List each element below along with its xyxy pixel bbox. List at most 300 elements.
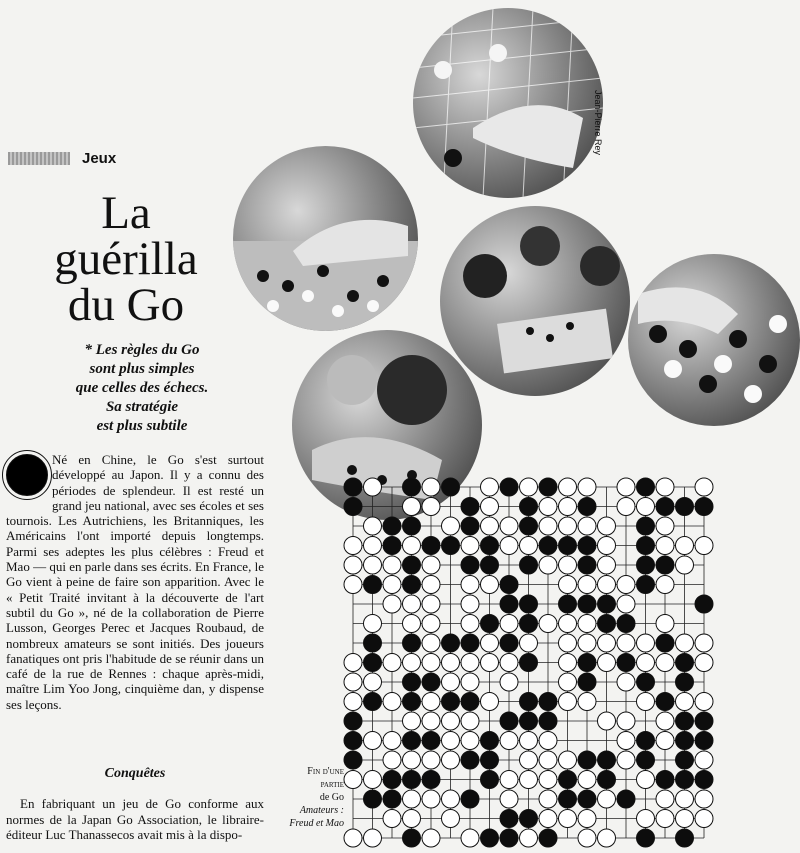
black-stone	[403, 829, 421, 847]
white-stone	[403, 751, 421, 769]
white-stone	[461, 654, 479, 672]
black-stone	[500, 810, 518, 828]
black-stone	[383, 537, 401, 555]
white-stone	[403, 654, 421, 672]
white-stone	[539, 556, 557, 574]
subhead-line: sont plus simples	[89, 361, 195, 377]
white-stone	[559, 751, 577, 769]
article-column	[6, 452, 264, 712]
black-stone	[500, 478, 518, 496]
black-stone	[676, 654, 694, 672]
white-stone	[383, 595, 401, 613]
white-stone	[617, 595, 635, 613]
white-stone	[403, 810, 421, 828]
black-stone	[617, 654, 635, 672]
white-stone	[422, 556, 440, 574]
white-stone	[559, 810, 577, 828]
black-stone	[403, 517, 421, 535]
black-stone	[364, 576, 382, 594]
white-stone	[422, 498, 440, 516]
black-stone	[539, 478, 557, 496]
white-stone	[442, 732, 460, 750]
white-stone	[676, 634, 694, 652]
white-stone	[461, 829, 479, 847]
black-stone	[383, 517, 401, 535]
black-stone	[676, 712, 694, 730]
caption-line: Fin d'une	[307, 766, 344, 777]
white-stone	[520, 478, 538, 496]
white-stone	[520, 634, 538, 652]
black-stone	[637, 517, 655, 535]
black-stone	[481, 556, 499, 574]
white-stone	[442, 751, 460, 769]
white-stone	[344, 556, 362, 574]
black-stone	[637, 732, 655, 750]
white-stone	[442, 654, 460, 672]
article-paragraph: Né en Chine, le Go s'est surtout développé au Japon. Il y a connu des périodes de splendeur. Il est resté un grand jeu national, avec ses écoles et ses tournois. Les Autrichiens, les Britanniques, les Américains l'ont importé depuis longtemps. Parmi ses adeptes les plus célèbres : Freud et Mao — qui en parle dans ses écrits. En France, le Go vient à peine de faire son apparition. Avec le « Petit Traité invitant à la découverte de l'art subtil du Go », né de la collaboration de Pierre Lusson, Georges Perec et Jacques Roubaud, de nombreux amateurs se sont initiés. Des joueurs fanatiques ont pris l'habitude de se réunir dans un café de la rue de Rennes : chaque après-midi, maître Lim Yoo Jong, cinquième dan, y dispense ses leçons.	[6, 452, 264, 712]
black-stone	[403, 771, 421, 789]
black-stone	[344, 498, 362, 516]
subhead-line: * Les règles du Go	[84, 342, 200, 358]
black-stone	[461, 517, 479, 535]
photo-players-board-left	[233, 146, 418, 331]
caption-line: de Go	[319, 792, 344, 803]
white-stone	[617, 576, 635, 594]
black-stone	[539, 537, 557, 555]
white-stone	[422, 634, 440, 652]
white-stone	[598, 654, 616, 672]
black-stone	[403, 634, 421, 652]
white-stone	[481, 693, 499, 711]
white-stone	[422, 829, 440, 847]
white-stone	[500, 654, 518, 672]
black-stone	[461, 693, 479, 711]
black-stone	[539, 712, 557, 730]
white-stone	[559, 615, 577, 633]
white-stone	[364, 537, 382, 555]
white-stone	[383, 654, 401, 672]
black-stone	[637, 673, 655, 691]
black-stone	[598, 751, 616, 769]
article-paragraph-2: En fabriquant un jeu de Go conforme aux normes de la Japan Go Association, le libraire-éditeur Luc Thanassecos avait mis à la dispo-	[6, 796, 264, 842]
white-stone	[461, 615, 479, 633]
white-stone	[695, 537, 713, 555]
black-stone	[578, 556, 596, 574]
black-stone	[481, 771, 499, 789]
black-stone	[559, 771, 577, 789]
black-stone	[598, 771, 616, 789]
white-stone	[461, 673, 479, 691]
white-stone	[637, 810, 655, 828]
black-stone	[578, 595, 596, 613]
white-stone	[695, 693, 713, 711]
black-stone	[520, 654, 538, 672]
white-stone	[364, 615, 382, 633]
white-stone	[559, 576, 577, 594]
white-stone	[598, 556, 616, 574]
white-stone	[383, 693, 401, 711]
black-stone	[578, 673, 596, 691]
black-stone	[364, 790, 382, 808]
black-stone	[500, 712, 518, 730]
rubric	[8, 150, 116, 167]
black-stone	[637, 537, 655, 555]
white-stone	[598, 517, 616, 535]
white-stone	[559, 517, 577, 535]
black-stone	[442, 693, 460, 711]
black-stone	[637, 829, 655, 847]
caption-line: Amateurs :	[299, 805, 344, 816]
black-stone	[578, 751, 596, 769]
black-stone	[344, 751, 362, 769]
white-stone	[403, 537, 421, 555]
white-stone	[617, 498, 635, 516]
black-stone	[364, 654, 382, 672]
black-stone	[344, 712, 362, 730]
white-stone	[442, 810, 460, 828]
subhead-line: Sa stratégie	[105, 399, 179, 415]
white-stone	[383, 576, 401, 594]
white-stone	[578, 517, 596, 535]
white-stone	[656, 654, 674, 672]
black-stone	[676, 829, 694, 847]
white-stone	[539, 810, 557, 828]
subheadline	[22, 341, 262, 436]
caption-line: partie	[320, 779, 344, 790]
white-stone	[500, 790, 518, 808]
go-board-diagram	[343, 477, 719, 853]
white-stone	[559, 556, 577, 574]
section-title: Conquêtes	[104, 766, 166, 781]
black-stone	[481, 537, 499, 555]
white-stone	[403, 615, 421, 633]
white-stone	[520, 537, 538, 555]
black-stone	[500, 634, 518, 652]
white-stone	[637, 771, 655, 789]
white-stone	[364, 556, 382, 574]
black-stone	[578, 537, 596, 555]
white-stone	[344, 537, 362, 555]
black-stone	[500, 576, 518, 594]
black-stone	[422, 771, 440, 789]
black-stone	[520, 810, 538, 828]
white-stone	[656, 810, 674, 828]
white-stone	[403, 712, 421, 730]
black-stone	[520, 615, 538, 633]
subhead-line: que celles des échecs.	[75, 380, 209, 396]
white-stone	[617, 634, 635, 652]
black-stone	[676, 771, 694, 789]
black-stone	[442, 634, 460, 652]
black-stone	[539, 693, 557, 711]
black-stone	[637, 478, 655, 496]
black-stone	[461, 556, 479, 574]
white-stone	[520, 732, 538, 750]
white-stone	[481, 498, 499, 516]
white-stone	[364, 771, 382, 789]
white-stone	[539, 615, 557, 633]
black-stone	[695, 712, 713, 730]
white-stone	[403, 790, 421, 808]
black-stone	[656, 693, 674, 711]
white-stone	[422, 595, 440, 613]
white-stone	[520, 771, 538, 789]
white-stone	[344, 654, 362, 672]
rubric-label: Jeux	[82, 150, 117, 167]
white-stone	[422, 693, 440, 711]
black-stone	[637, 556, 655, 574]
white-stone	[617, 712, 635, 730]
headline-line: guérilla	[54, 233, 198, 285]
white-stone	[539, 771, 557, 789]
black-stone	[578, 790, 596, 808]
black-stone	[695, 595, 713, 613]
black-stone	[520, 498, 538, 516]
white-stone	[364, 829, 382, 847]
black-stone	[520, 712, 538, 730]
white-stone	[637, 634, 655, 652]
black-stone	[344, 478, 362, 496]
black-stone	[344, 732, 362, 750]
photo-board-closeup-right	[628, 254, 800, 426]
black-stone	[656, 498, 674, 516]
black-stone	[559, 790, 577, 808]
white-stone	[617, 673, 635, 691]
white-stone	[442, 517, 460, 535]
black-stone	[461, 498, 479, 516]
black-stone	[364, 693, 382, 711]
white-stone	[500, 771, 518, 789]
white-stone	[695, 790, 713, 808]
black-stone	[422, 732, 440, 750]
black-stone	[481, 732, 499, 750]
black-stone	[481, 751, 499, 769]
white-stone	[383, 810, 401, 828]
white-stone	[656, 615, 674, 633]
white-stone	[422, 615, 440, 633]
white-stone	[695, 478, 713, 496]
black-stone	[442, 478, 460, 496]
white-stone	[461, 576, 479, 594]
white-stone	[559, 654, 577, 672]
black-stone	[656, 556, 674, 574]
black-stone	[637, 576, 655, 594]
black-stone	[403, 576, 421, 594]
black-stone	[520, 517, 538, 535]
white-stone	[656, 576, 674, 594]
white-stone	[559, 478, 577, 496]
black-stone	[500, 595, 518, 613]
black-stone	[403, 673, 421, 691]
black-stone	[559, 537, 577, 555]
white-stone	[481, 576, 499, 594]
white-stone	[598, 576, 616, 594]
white-stone	[656, 537, 674, 555]
white-stone	[344, 693, 362, 711]
black-stone	[481, 829, 499, 847]
black-stone	[656, 771, 674, 789]
white-stone	[461, 537, 479, 555]
white-stone	[559, 498, 577, 516]
white-stone	[422, 712, 440, 730]
white-stone	[422, 576, 440, 594]
black-stone	[422, 673, 440, 691]
white-stone	[598, 829, 616, 847]
white-stone	[442, 673, 460, 691]
black-stone	[520, 556, 538, 574]
black-stone	[520, 693, 538, 711]
white-stone	[617, 732, 635, 750]
white-stone	[578, 810, 596, 828]
white-stone	[676, 810, 694, 828]
black-stone	[461, 790, 479, 808]
black-stone	[383, 771, 401, 789]
white-stone	[520, 751, 538, 769]
white-stone	[500, 615, 518, 633]
white-stone	[617, 478, 635, 496]
white-stone	[559, 634, 577, 652]
white-stone	[383, 556, 401, 574]
white-stone	[598, 712, 616, 730]
white-stone	[637, 693, 655, 711]
white-stone	[578, 478, 596, 496]
white-stone	[422, 790, 440, 808]
black-stone	[481, 615, 499, 633]
black-stone	[461, 634, 479, 652]
white-stone	[539, 517, 557, 535]
white-stone	[695, 751, 713, 769]
black-stone	[364, 634, 382, 652]
white-stone	[676, 537, 694, 555]
black-stone	[676, 673, 694, 691]
white-stone	[539, 751, 557, 769]
white-stone	[500, 537, 518, 555]
black-stone	[500, 829, 518, 847]
black-stone	[383, 790, 401, 808]
white-stone	[461, 732, 479, 750]
white-stone	[695, 810, 713, 828]
white-stone	[344, 673, 362, 691]
white-stone	[383, 751, 401, 769]
white-stone	[481, 654, 499, 672]
white-stone	[344, 771, 362, 789]
white-stone	[617, 751, 635, 769]
black-stone	[403, 693, 421, 711]
white-stone	[403, 498, 421, 516]
photo-credit: Jean-Pierre Rey	[593, 90, 603, 156]
white-stone	[656, 732, 674, 750]
black-stone	[695, 771, 713, 789]
white-stone	[656, 478, 674, 496]
white-stone	[695, 634, 713, 652]
black-stone	[617, 790, 635, 808]
white-stone	[520, 829, 538, 847]
headline	[46, 187, 206, 331]
white-stone	[344, 829, 362, 847]
white-stone	[578, 576, 596, 594]
white-stone	[364, 478, 382, 496]
white-stone	[637, 654, 655, 672]
white-stone	[578, 615, 596, 633]
white-stone	[442, 712, 460, 730]
black-stone	[598, 615, 616, 633]
black-stone	[656, 634, 674, 652]
black-stone	[676, 751, 694, 769]
white-stone	[403, 595, 421, 613]
white-stone	[559, 693, 577, 711]
black-stone	[695, 732, 713, 750]
white-stone	[481, 478, 499, 496]
black-stone	[403, 732, 421, 750]
black-stone	[695, 498, 713, 516]
black-stone	[461, 751, 479, 769]
white-stone	[500, 517, 518, 535]
caption-line: Freud et Mao	[289, 818, 344, 829]
white-stone	[442, 790, 460, 808]
rubric-bar	[8, 152, 70, 165]
black-stone	[637, 751, 655, 769]
white-stone	[656, 712, 674, 730]
black-stone	[539, 829, 557, 847]
white-stone	[364, 517, 382, 535]
white-stone	[461, 595, 479, 613]
white-stone	[422, 751, 440, 769]
headline-line: du Go	[67, 279, 185, 331]
white-stone	[578, 829, 596, 847]
white-stone	[344, 576, 362, 594]
white-stone	[500, 732, 518, 750]
white-stone	[481, 634, 499, 652]
white-stone	[695, 654, 713, 672]
white-stone	[598, 634, 616, 652]
subhead-line: est plus subtile	[96, 418, 188, 434]
white-stone	[598, 790, 616, 808]
white-stone	[676, 790, 694, 808]
black-stone	[520, 595, 538, 613]
white-stone	[364, 673, 382, 691]
white-stone	[598, 537, 616, 555]
white-stone	[422, 478, 440, 496]
white-stone	[422, 654, 440, 672]
white-stone	[500, 673, 518, 691]
black-stone	[578, 654, 596, 672]
white-stone	[578, 771, 596, 789]
board-caption	[268, 765, 344, 830]
photo-hand-board-top	[413, 8, 603, 198]
white-stone	[559, 673, 577, 691]
white-stone	[539, 790, 557, 808]
black-stone	[598, 595, 616, 613]
black-stone	[676, 732, 694, 750]
white-stone	[383, 732, 401, 750]
black-stone	[578, 498, 596, 516]
white-stone	[461, 712, 479, 730]
black-stone	[559, 595, 577, 613]
headline-line: La	[101, 187, 151, 239]
white-stone	[539, 732, 557, 750]
black-stone	[676, 498, 694, 516]
black-stone	[442, 537, 460, 555]
white-stone	[578, 634, 596, 652]
white-stone	[676, 556, 694, 574]
black-stone	[403, 478, 421, 496]
white-stone	[539, 498, 557, 516]
white-stone	[676, 693, 694, 711]
black-stone	[403, 556, 421, 574]
black-stone	[617, 615, 635, 633]
white-stone	[656, 790, 674, 808]
white-stone	[637, 498, 655, 516]
